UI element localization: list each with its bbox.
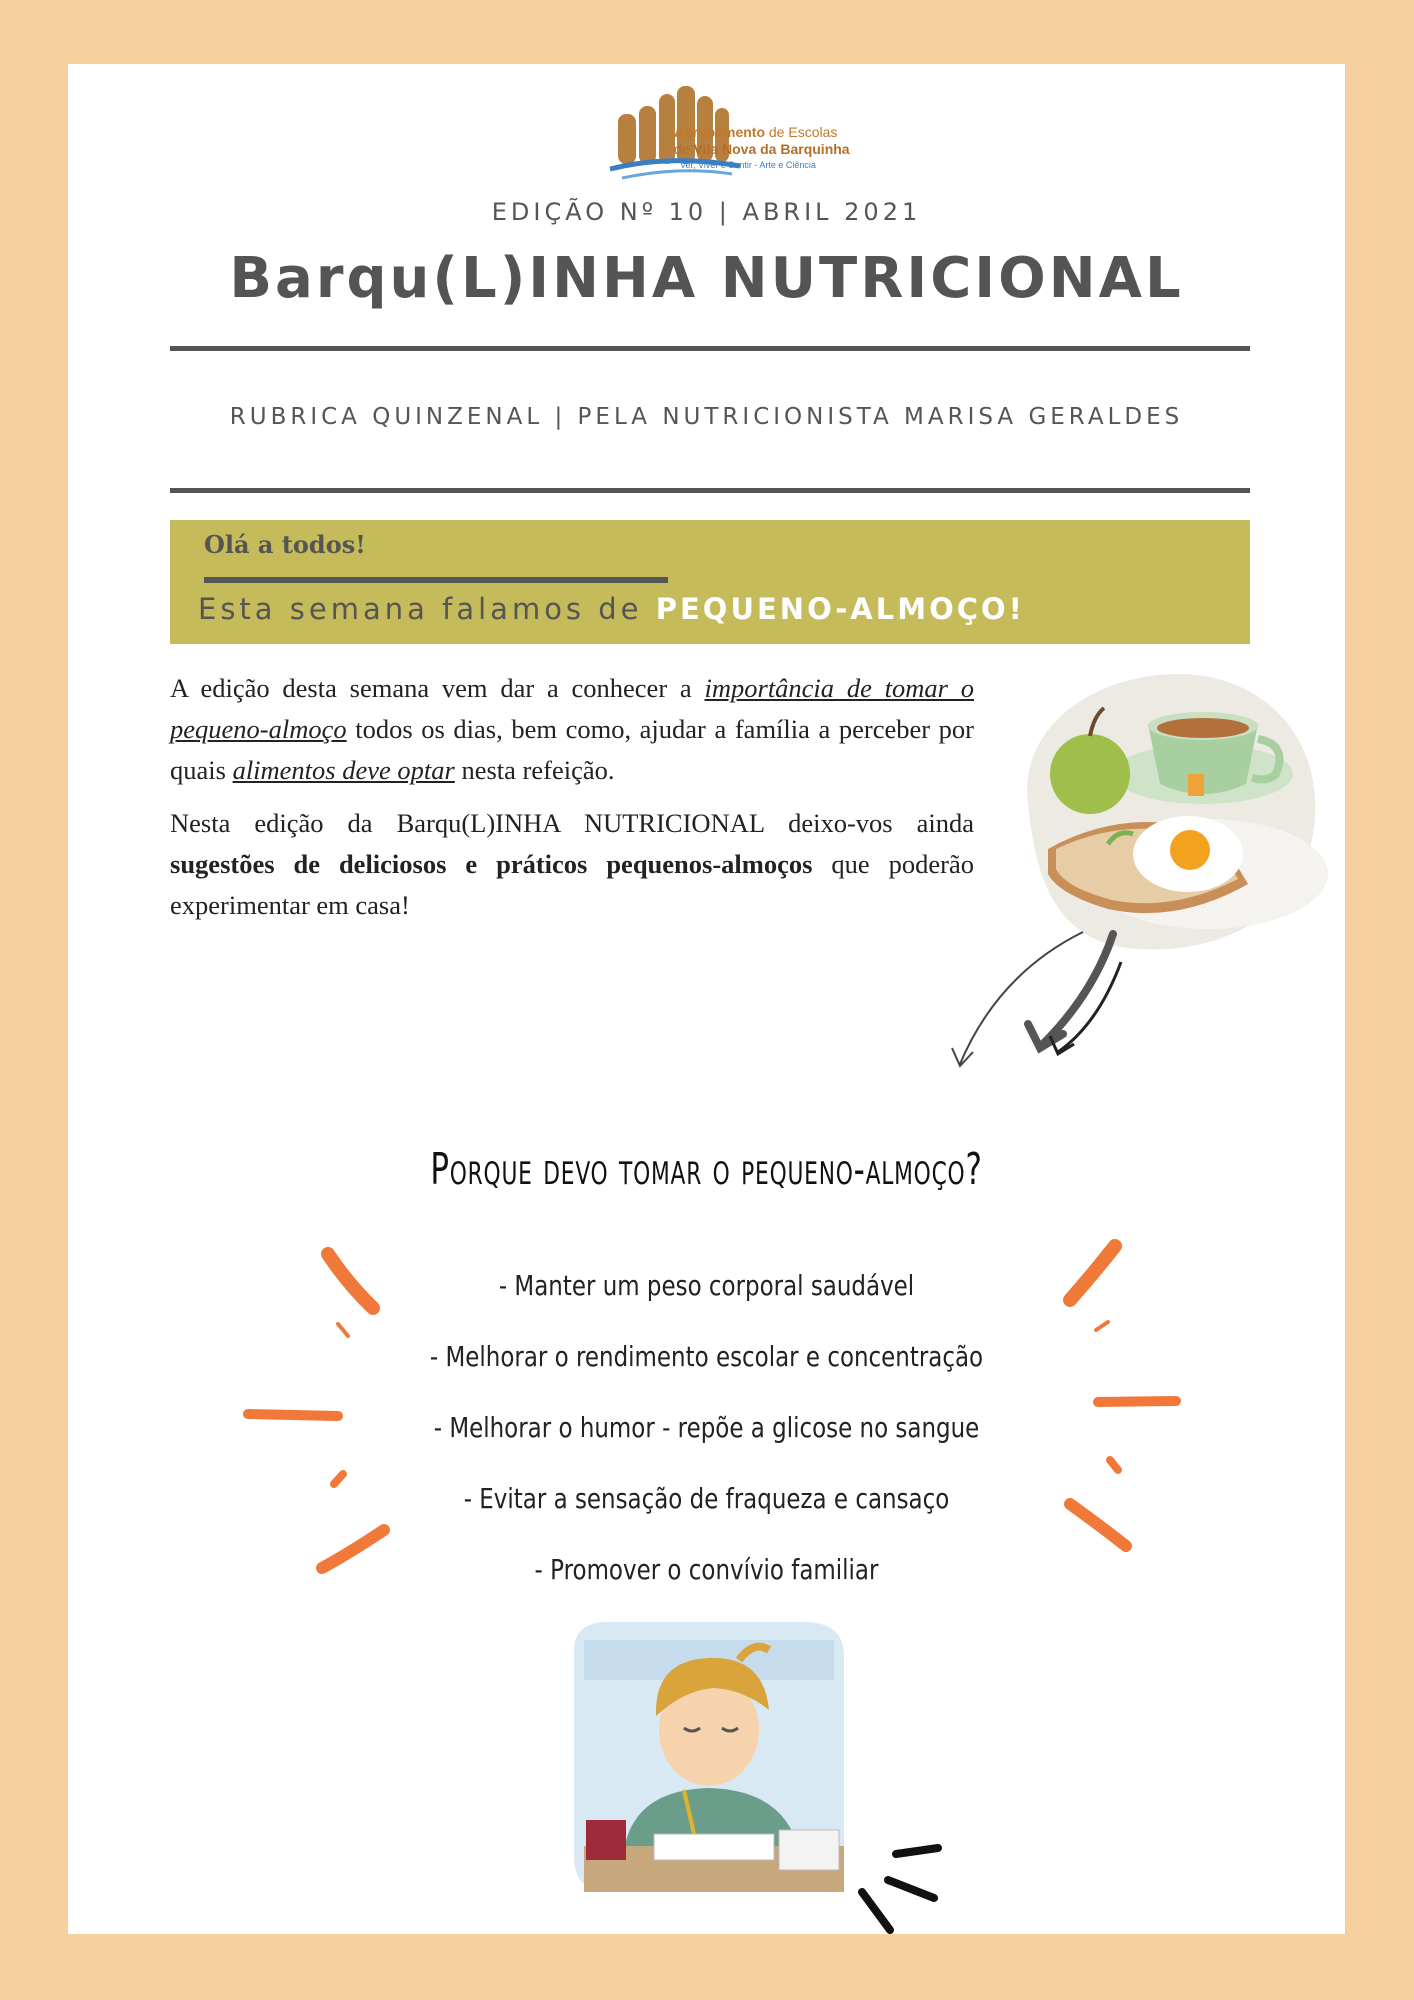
greeting-banner [170, 520, 1250, 644]
divider [170, 346, 1250, 351]
importance-link: importância de tomar o pequeno-almoço [170, 673, 975, 744]
list-item: - Evitar a sensação de fraqueza e cansaço [463, 1482, 950, 1515]
intro-paragraph: Nesta edição da Barqu(L)INHA NUTRICIONAL deixo-vos ainda sugestões de deliciosos e práticos pequenos-almoços que poderão experimentar em casa! [170, 808, 974, 920]
subtitle: RUBRICA QUINZENAL | PELA NUTRICIONISTA MARISA GERALDES [229, 404, 1184, 430]
burst-decoration-right [1018, 1234, 1198, 1634]
breakfast-illustration-icon [1008, 664, 1328, 964]
page-title: Barqu(L)INHA NUTRICIONAL [229, 246, 1184, 311]
arrow-down-icon [878, 924, 1128, 1074]
list-item: - Manter um peso corporal saudável [498, 1269, 915, 1302]
foods-link: alimentos deve optar [232, 755, 455, 785]
list-item: - Melhorar o rendimento escolar e concentração [429, 1340, 984, 1373]
student-illustration-icon [564, 1620, 854, 1910]
edition-label: EDIÇÃO Nº 10 | ABRIL 2021 [491, 198, 922, 226]
list-item: - Promover o convívio familiar [534, 1553, 879, 1586]
week-topic-line: Esta semana falamos de PEQUENO-ALMOÇO! [198, 592, 1025, 626]
school-logo-text: Agrupamento de Escolas de Vila Nova da Barquinha Ver, Viver e Sentir - Arte e Ciência [674, 124, 850, 170]
list-item: - Melhorar o humor - repõe a glicose no sangue [433, 1411, 980, 1444]
intro-paragraph: A edição desta semana vem dar a conhecer a importância de tomar o pequeno-almoço todos os dias, bem como, ajudar a família a perceber por quais alimentos deve optar nesta refeição. [170, 673, 975, 785]
greeting-text: Olá a todos! [204, 530, 366, 559]
week-topic: PEQUENO-ALMOÇO! [655, 592, 1025, 626]
divider [170, 488, 1250, 493]
burst-decoration-left [238, 1244, 398, 1644]
newsletter-page [68, 64, 1345, 1934]
banner-divider [204, 577, 668, 583]
motion-marks-decoration [838, 1834, 958, 1944]
why-heading: Porque devo tomar o pequeno-almoço? [430, 1144, 983, 1195]
intro-text [170, 668, 974, 938]
